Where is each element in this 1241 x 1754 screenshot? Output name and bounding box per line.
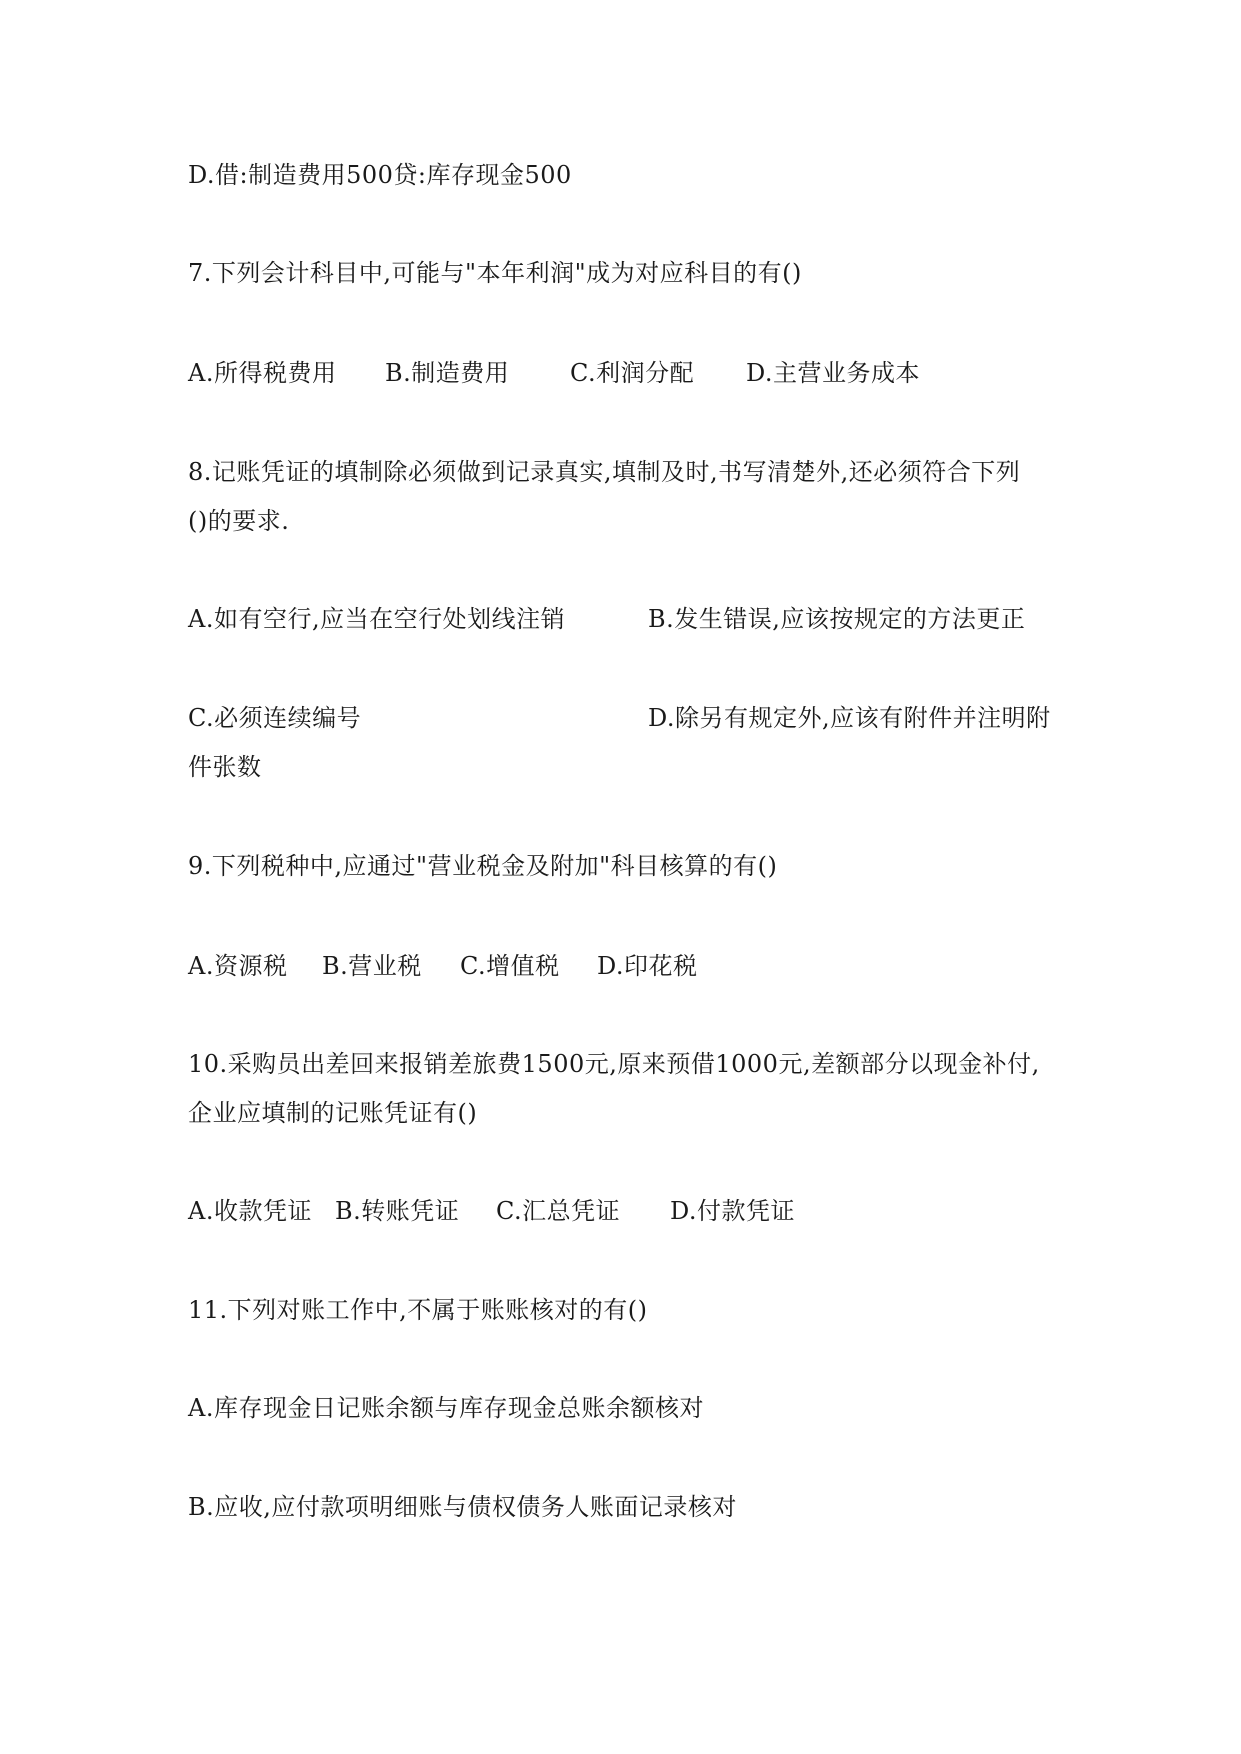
q8-option-c: C.必须连续编号	[188, 704, 362, 732]
q7-option-b: B.制造费用	[385, 359, 510, 387]
question-8-line-1: 8.记账凭证的填制除必须做到记录真实,填制及时,书写清楚外,还必须符合下列	[188, 458, 1021, 486]
q8-option-b: B.发生错误,应该按规定的方法更正	[648, 605, 1026, 633]
q10-option-a: A.收款凭证	[188, 1197, 312, 1225]
option-d-previous: D.借:制造费用500贷:库存现金500	[188, 161, 572, 189]
q10-option-b: B.转账凭证	[335, 1197, 460, 1225]
q7-option-c: C.利润分配	[570, 359, 695, 387]
question-11: 11.下列对账工作中,不属于账账核对的有()	[188, 1296, 648, 1324]
question-10-line-1: 10.采购员出差回来报销差旅费1500元,原来预借1000元,差额部分以现金补付,	[188, 1050, 1040, 1078]
q9-option-c: C.增值税	[460, 952, 560, 980]
q7-option-d: D.主营业务成本	[746, 359, 921, 387]
q8-option-a: A.如有空行,应当在空行处划线注销	[188, 605, 566, 633]
question-8-line-2: ()的要求.	[188, 507, 290, 535]
question-10-line-2: 企业应填制的记账凭证有()	[188, 1099, 478, 1127]
q9-option-d: D.印花税	[597, 952, 698, 980]
question-7: 7.下列会计科目中,可能与"本年利润"成为对应科目的有()	[188, 259, 802, 287]
q9-option-b: B.营业税	[322, 952, 422, 980]
q8-option-d-continued: 件张数	[188, 753, 262, 781]
q10-option-d: D.付款凭证	[670, 1197, 796, 1225]
question-9: 9.下列税种中,应通过"营业税金及附加"科目核算的有()	[188, 852, 778, 880]
q10-option-c: C.汇总凭证	[496, 1197, 621, 1225]
q8-option-d: D.除另有规定外,应该有附件并注明附	[648, 704, 1051, 732]
q7-option-a: A.所得税费用	[188, 359, 337, 387]
q9-option-a: A.资源税	[188, 952, 288, 980]
q11-option-a: A.库存现金日记账余额与库存现金总账余额核对	[188, 1394, 704, 1422]
q11-option-b: B.应收,应付款项明细账与债权债务人账面记录核对	[188, 1493, 737, 1521]
